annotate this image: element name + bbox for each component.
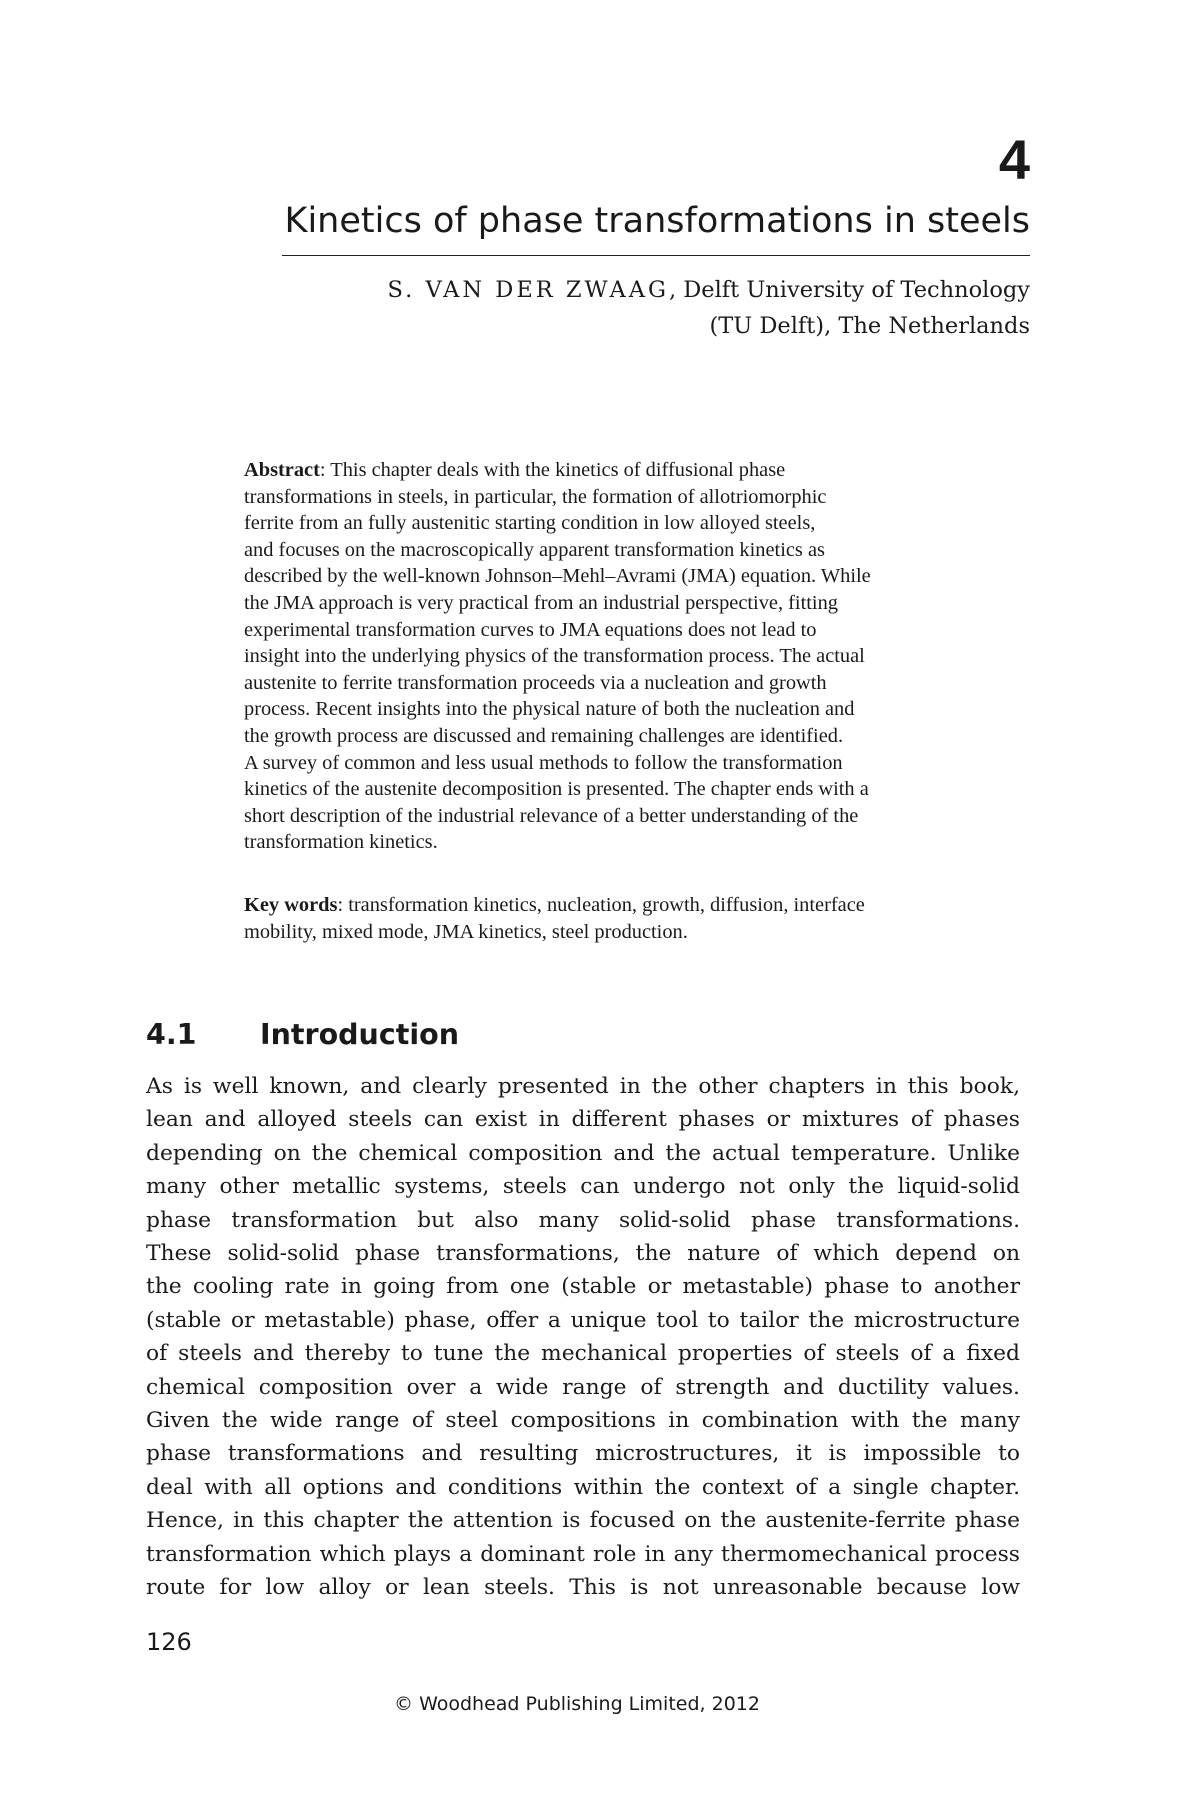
abstract-line: the JMA approach is very practical from an industrial perspective, fitting [244, 591, 838, 614]
abstract-line: transformations in steels, in particular, the formation of allotriomorphic [244, 485, 827, 508]
abstract-line-text: : This chapter deals with the kinetics of diffusional phase [319, 459, 786, 481]
abstract-line: insight into the underlying physics of the transformation process. The actual [244, 645, 865, 668]
author-block [282, 272, 1030, 344]
body-line: the cooling rate in going from one (stable or metastable) phase to another [146, 1274, 1020, 1300]
abstract-line: transformation kinetics. [244, 831, 438, 854]
body-line: lean and alloyed steels can exist in different phases or mixtures of phases [146, 1107, 1020, 1133]
abstract-line [244, 457, 1024, 484]
abstract-line: the growth process are discussed and remaining challenges are identified. [244, 724, 844, 747]
body-line: chemical composition over a wide range of strength and ductility values. [146, 1374, 1020, 1400]
section-number: 4.1 [146, 1018, 197, 1051]
abstract-line: ferrite from an fully austenitic starting condition in low alloyed steels, [244, 512, 816, 535]
author-affiliation-2: (TU Delft), The Netherlands [709, 313, 1030, 339]
title-divider [282, 255, 1030, 256]
abstract-line: experimental transformation curves to JMA equations does not lead to [244, 618, 817, 641]
section-title: Introduction [260, 1018, 459, 1051]
author-name: S. VAN DER ZWAAG [387, 277, 669, 303]
abstract-line: described by the well-known Johnson–Mehl–Avrami (JMA) equation. While [244, 565, 871, 588]
body-line: transformation which plays a dominant role in any thermomechanical process [146, 1541, 1020, 1567]
abstract-line: short description of the industrial relevance of a better understanding of the [244, 804, 859, 827]
body-line: deal with all options and conditions within the context of a single chapter. [146, 1474, 1020, 1500]
abstract [244, 457, 1024, 856]
body-line: many other metallic systems, steels can undergo not only the liquid-solid [146, 1174, 1020, 1200]
keywords [244, 892, 1024, 946]
body-line: (stable or metastable) phase, offer a unique tool to tailor the microstructure [146, 1307, 1020, 1333]
body-line: phase transformations and resulting microstructures, it is impossible to [146, 1441, 1020, 1467]
body-line: route for low alloy or lean steels. This is not unreasonable because low [146, 1575, 1020, 1601]
abstract-line: and focuses on the macroscopically apparent transformation kinetics as [244, 538, 825, 561]
section-heading [146, 1018, 459, 1052]
keywords-line [244, 892, 1024, 919]
chapter-number: 4 [998, 128, 1030, 191]
abstract-label: Abstract [244, 459, 320, 481]
author-affiliation-1: , Delft University of Technology [668, 277, 1030, 303]
body-text [146, 1070, 1020, 1605]
author-line-1 [282, 272, 1030, 308]
body-line: These solid-solid phase transformations, the nature of which depend on [146, 1241, 1020, 1267]
page-number: 126 [146, 1628, 192, 1656]
body-line: Hence, in this chapter the attention is focused on the austenite-ferrite phase [146, 1508, 1020, 1534]
body-line: of steels and thereby to tune the mechanical properties of steels of a fixed [146, 1341, 1020, 1367]
abstract-line: austenite to ferrite transformation proceeds via a nucleation and growth [244, 671, 827, 694]
keywords-line: mobility, mixed mode, JMA kinetics, steel production. [244, 921, 688, 943]
body-line: As is well known, and clearly presented in the other chapters in this book, [146, 1074, 1020, 1099]
body-line: Given the wide range of steel compositions in combination with the many [146, 1408, 1020, 1434]
abstract-line: process. Recent insights into the physical nature of both the nucleation and [244, 698, 855, 721]
copyright-footer: © Woodhead Publishing Limited, 2012 [394, 1693, 760, 1715]
keywords-line-text: : transformation kinetics, nucleation, growth, diffusion, interface [337, 894, 865, 916]
abstract-line: A survey of common and less usual methods to follow the transformation [244, 751, 843, 774]
chapter-title: Kinetics of phase transformations in steels [284, 201, 1030, 241]
body-line: phase transformation but also many solid-solid phase transformations. [146, 1207, 1020, 1233]
keywords-label: Key words [244, 894, 338, 916]
abstract-line: kinetics of the austenite decomposition is presented. The chapter ends with a [244, 778, 869, 801]
body-line: depending on the chemical composition and the actual temperature. Unlike [146, 1140, 1020, 1166]
